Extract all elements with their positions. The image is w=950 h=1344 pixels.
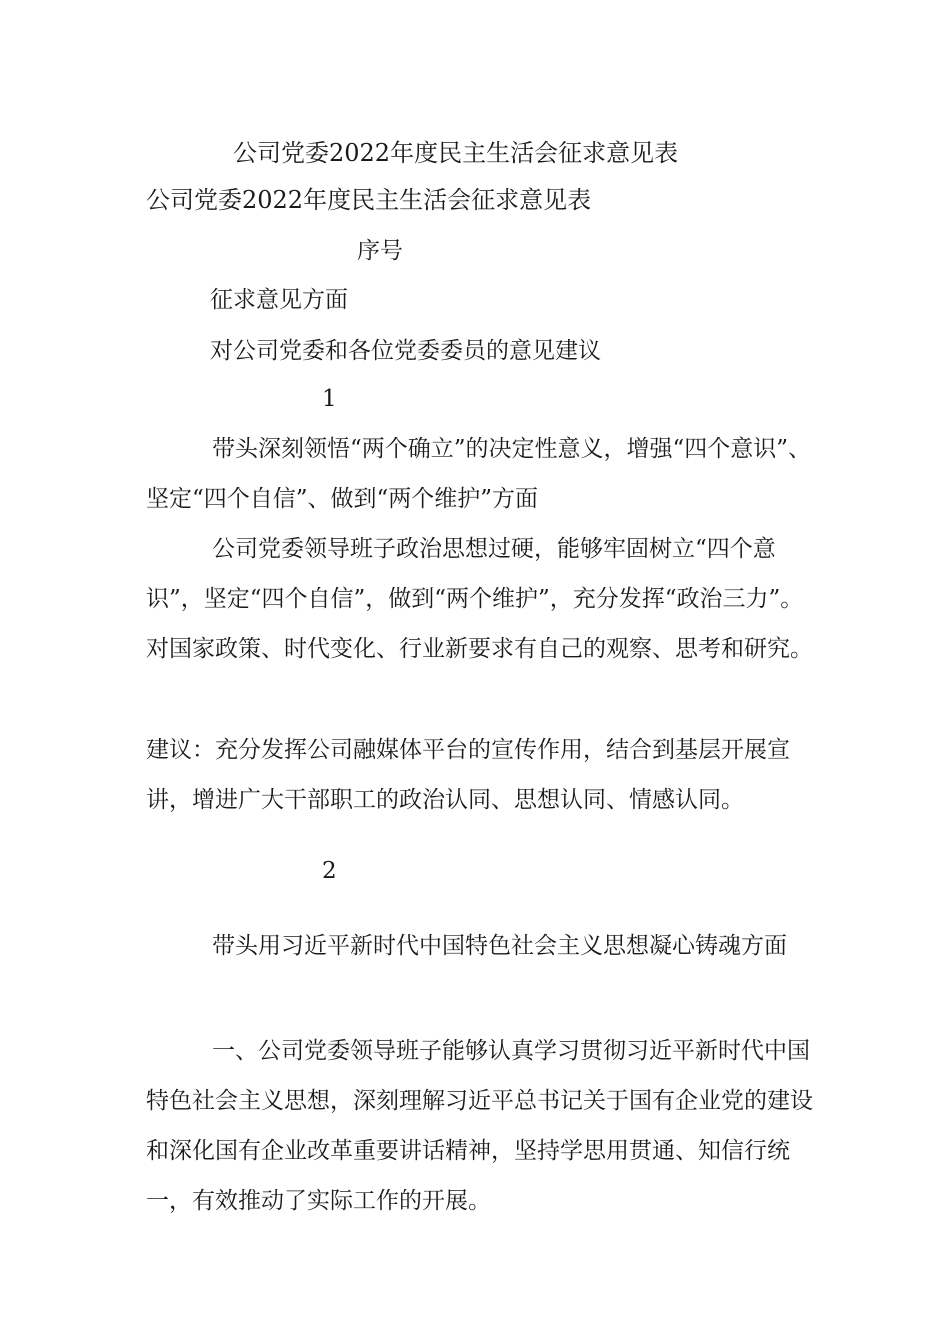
table-title: 公司党委2022年度民主生活会征求意见表 — [146, 186, 592, 214]
header-aspect: 征求意见方面 — [210, 287, 348, 313]
row-suggestion-text: 建议：充分发挥公司融媒体平台的宣传作用，结合到基层开展宣讲，增进广大干部职工的政治认同、思想认同、情感认同。 — [146, 737, 790, 813]
header-seq: 序号 — [357, 238, 403, 264]
row-number: 2 — [322, 858, 337, 884]
row-aspect-text: 带头用习近平新时代中国特色社会主义思想凝心铸魂方面 — [212, 933, 787, 959]
row-number: 1 — [322, 386, 337, 412]
header-suggestion: 对公司党委和各位党委委员的意见建议 — [210, 338, 601, 364]
document-title: 公司党委2022年度民主生活会征求意见表 — [233, 139, 679, 167]
row-opinion-text: 一、公司党委领导班子能够认真学习贯彻习近平新时代中国特色社会主义思想，深刻理解习近平总书记关于国有企业党的建设和深化国有企业改革重要讲话精神，坚持学思用贯通、知信行统一，有效推动了实际工作的开展。 — [146, 1038, 813, 1214]
row-opinion-text: 公司党委领导班子政治思想过硬，能够牢固树立“四个意识”，坚定“四个自信”，做到“两个维护”，充分发挥“政治三力”。对国家政策、时代变化、行业新要求有自己的观察、思考和研究。 — [146, 536, 813, 662]
row-aspect-text: 带头深刻领悟“两个确立”的决定性意义，增强“四个意识”、坚定“四个自信”、做到“两个维护”方面 — [146, 436, 812, 512]
